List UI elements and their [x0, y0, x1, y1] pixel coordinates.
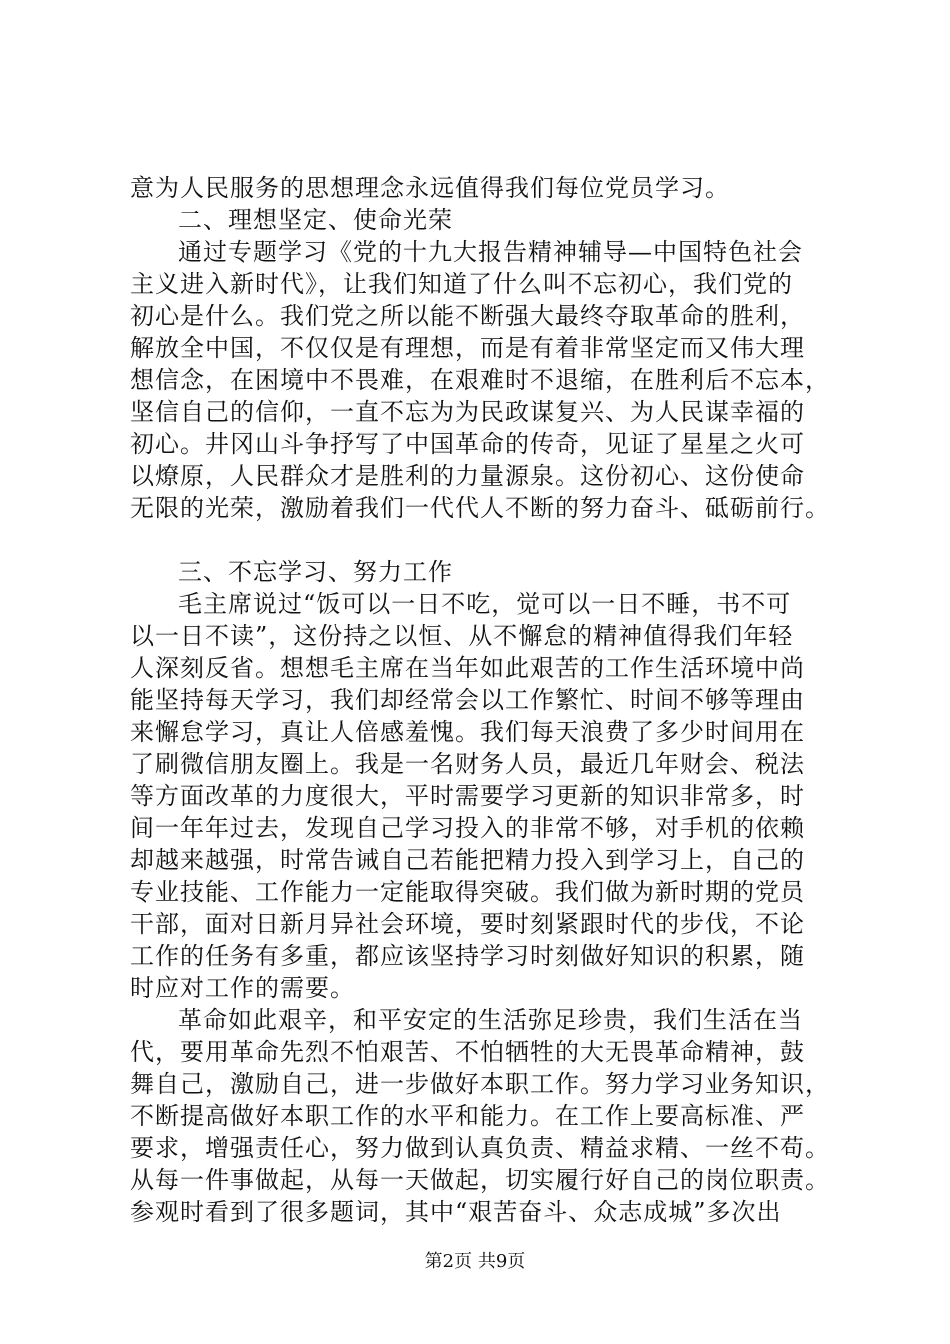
text-line: 来懈怠学习，真让人倍感羞愧。我们每天浪费了多少时间用在	[130, 718, 805, 746]
text-line: 初心。井冈山斗争抒写了中国革命的传奇，见证了星星之火可	[130, 430, 805, 458]
section-heading: 三、不忘学习、努力工作	[178, 558, 453, 586]
text-line: 以一日不读”，这份持之以恒、从不懈怠的精神值得我们年轻	[130, 622, 794, 650]
text-line: 坚信自己的信仰，一直不忘为为民政谋复兴、为人民谋幸福的	[130, 398, 805, 426]
text-line: 想信念，在困境中不畏难，在艰难时不退缩，在胜利后不忘本，	[130, 366, 830, 394]
text-line: 通过专题学习《党的十九大报告精神辅导—中国特色社会	[178, 238, 803, 266]
text-line: 舞自己，激励自己，进一步做好本职工作。努力学习业务知识，	[130, 1070, 830, 1098]
text-line: 代，要用革命先烈不怕艰苦、不怕牺牲的大无畏革命精神，鼓	[130, 1038, 805, 1066]
paragraph-spacer	[130, 524, 830, 556]
page-number-footer: 第2页 共9页	[424, 1251, 526, 1272]
section-heading: 二、理想坚定、使命光荣	[178, 206, 453, 234]
text-line: 却越来越强，时常告诫自己若能把精力投入到学习上，自己的	[130, 846, 805, 874]
text-line: 无限的光荣，激励着我们一代代人不断的努力奋斗、砥砺前行。	[130, 494, 830, 522]
text-line: 能坚持每天学习，我们却经常会以工作繁忙、时间不够等理由	[130, 686, 805, 714]
text-line: 意为人民服务的思想理念永远值得我们每位党员学习。	[130, 174, 730, 202]
text-line: 不断提高做好本职工作的水平和能力。在工作上要高标准、严	[130, 1102, 805, 1130]
text-line: 人深刻反省。想想毛主席在当年如此艰苦的工作生活环境中尚	[130, 654, 805, 682]
text-line: 解放全中国，不仅仅是有理想，而是有着非常坚定而又伟大理	[130, 334, 805, 362]
text-line: 间一年年过去，发现自己学习投入的非常不够，对手机的依赖	[130, 814, 805, 842]
text-line: 革命如此艰辛，和平安定的生活弥足珍贵，我们生活在当	[178, 1006, 803, 1034]
text-line: 从每一件事做起，从每一天做起，切实履行好自己的岗位职责。	[130, 1166, 830, 1194]
text-line: 时应对工作的需要。	[130, 974, 355, 1002]
text-line: 要求，增强责任心，努力做到认真负责、精益求精、一丝不苟。	[130, 1134, 830, 1162]
text-line: 工作的任务有多重，都应该坚持学习时刻做好知识的积累，随	[130, 942, 805, 970]
text-line: 专业技能、工作能力一定能取得突破。我们做为新时期的党员	[130, 878, 805, 906]
text-line: 干部，面对日新月异社会环境，要时刻紧跟时代的步伐，不论	[130, 910, 805, 938]
text-line: 主义进入新时代》，让我们知道了什么叫不忘初心，我们党的	[130, 270, 793, 298]
text-line: 参观时看到了很多题词，其中“艰苦奋斗、众志成城”多次出	[130, 1198, 782, 1226]
text-line: 等方面改革的力度很大，平时需要学习更新的知识非常多，时	[130, 782, 805, 810]
text-line: 毛主席说过“饭可以一日不吃，觉可以一日不睡，书不可	[178, 590, 792, 618]
text-line: 了刷微信朋友圈上。我是一名财务人员，最近几年财会、税法	[130, 750, 805, 778]
text-line: 以燎原，人民群众才是胜利的力量源泉。这份初心、这份使命	[130, 462, 805, 490]
text-line: 初心是什么。我们党之所以能不断强大最终夺取革命的胜利，	[130, 302, 805, 330]
body-text	[130, 172, 830, 1228]
